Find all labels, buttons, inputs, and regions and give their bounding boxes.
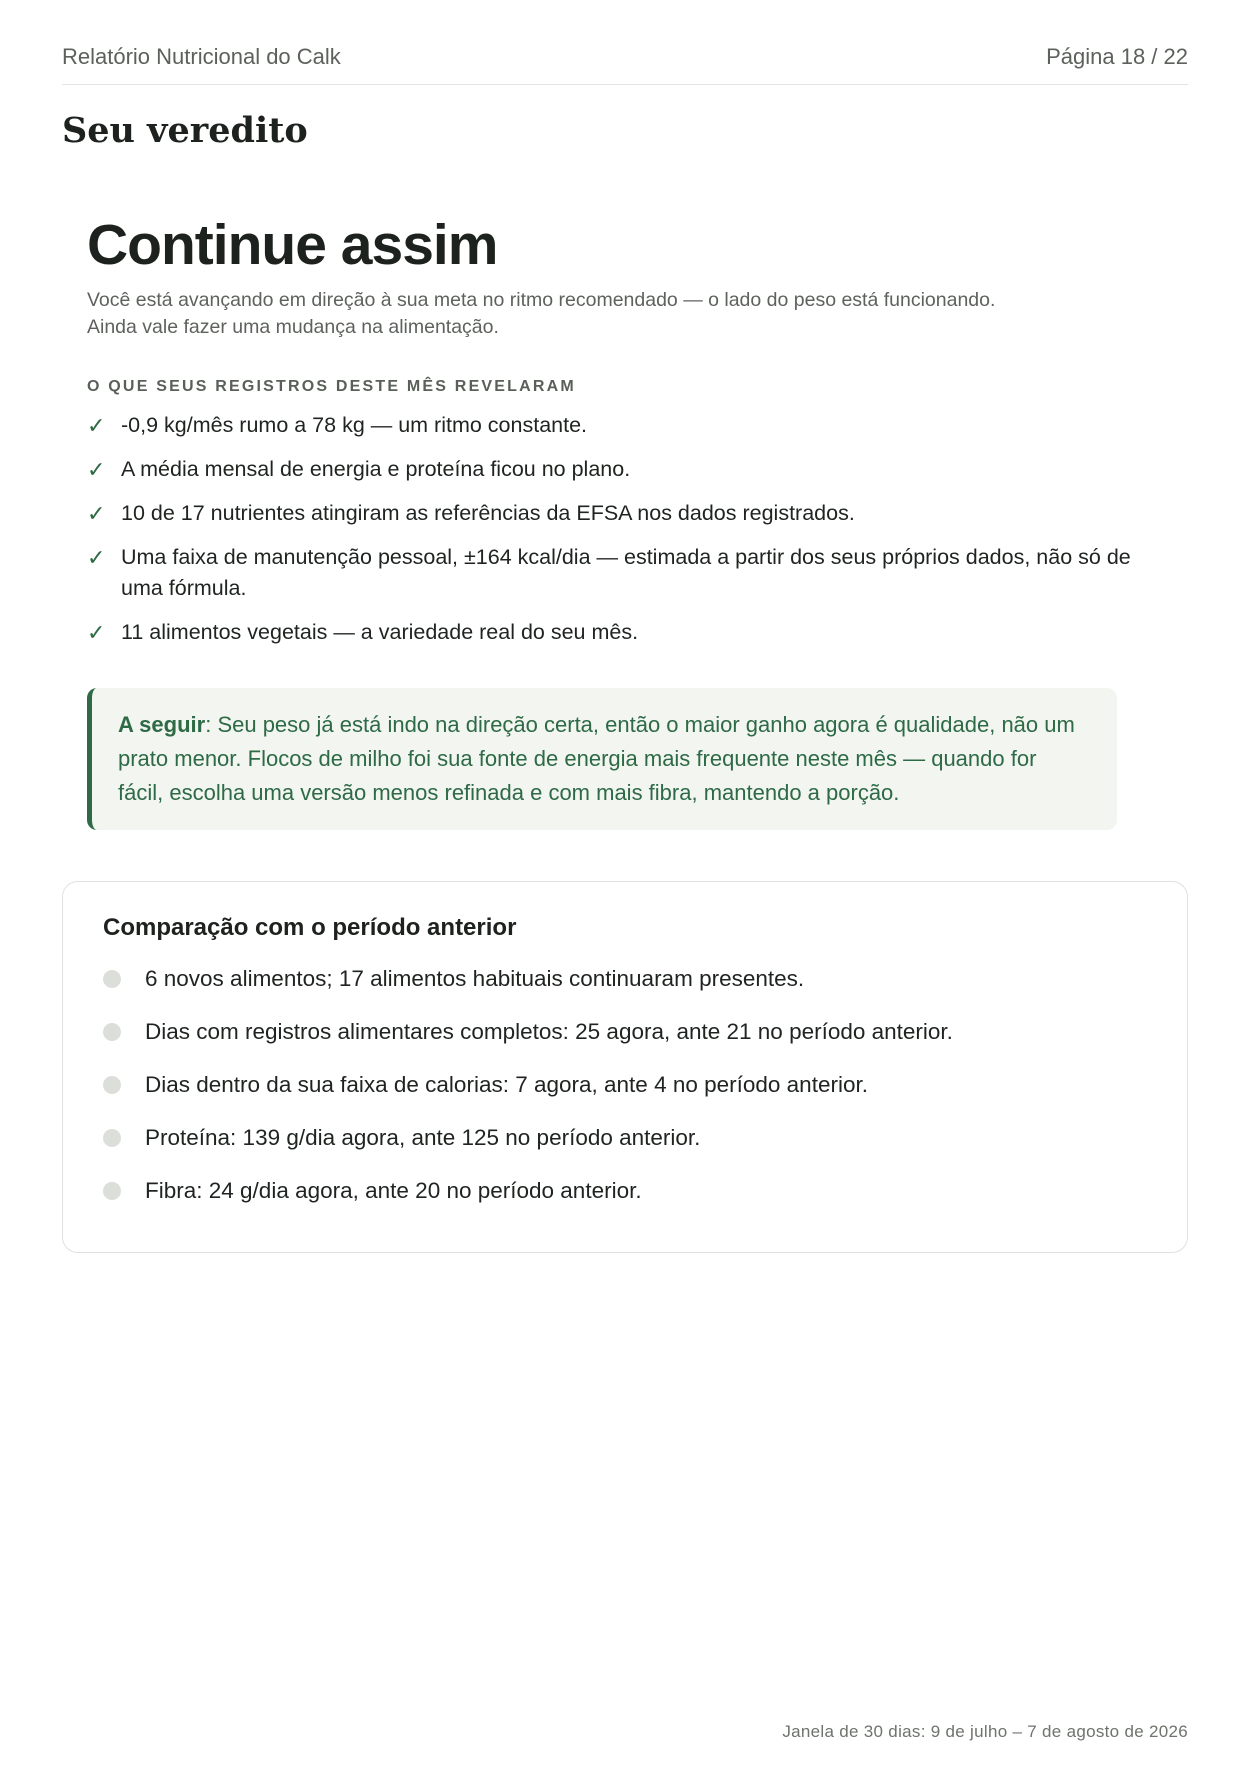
findings-list bbox=[87, 410, 1167, 661]
bullet-dot-icon bbox=[103, 1023, 121, 1041]
check-icon: ✓ bbox=[87, 413, 106, 438]
section-title: Seu veredito bbox=[62, 110, 308, 151]
comparison-text: Dias dentro da sua faixa de calorias: 7 agora, ante 4 no período anterior. bbox=[145, 1072, 868, 1097]
page-header bbox=[62, 44, 1188, 85]
finding-text: -0,9 kg/mês rumo a 78 kg — um ritmo constante. bbox=[121, 413, 588, 437]
comparison-item bbox=[103, 1068, 1147, 1101]
check-icon: ✓ bbox=[87, 501, 106, 526]
comparison-title: Comparação com o período anterior bbox=[103, 914, 517, 941]
next-step-callout bbox=[87, 688, 1117, 830]
finding-item bbox=[87, 498, 1167, 529]
finding-item bbox=[87, 617, 1167, 648]
comparison-text: Fibra: 24 g/dia agora, ante 20 no período anterior. bbox=[145, 1178, 642, 1203]
verdict-title: Continue assim bbox=[87, 213, 498, 277]
comparison-text: Dias com registros alimentares completos: 25 agora, ante 21 no período anterior. bbox=[145, 1019, 953, 1044]
finding-text: 11 alimentos vegetais — a variedade real do seu mês. bbox=[121, 620, 639, 644]
comparison-item bbox=[103, 1174, 1147, 1207]
check-icon: ✓ bbox=[87, 457, 106, 482]
finding-item bbox=[87, 542, 1167, 604]
bullet-dot-icon bbox=[103, 1076, 121, 1094]
verdict-subtitle-line: Você está avançando em direção à sua meta no ritmo recomendado — o lado do peso está funcionando. bbox=[87, 289, 996, 311]
verdict-subtitle-line: Ainda vale fazer uma mudança na alimentação. bbox=[87, 316, 499, 338]
callout-text: : Seu peso já está indo na direção certa, então o maior ganho agora é qualidade, não um prato menor. Flocos de milho foi sua fonte de energia mais frequente neste mês — quando for fácil, escolha uma versão menos refinada e com mais fibra, mantendo a porção. bbox=[118, 712, 1075, 805]
findings-heading: O QUE SEUS REGISTROS DESTE MÊS REVELARAM bbox=[87, 378, 576, 395]
comparison-text: 6 novos alimentos; 17 alimentos habituais continuaram presentes. bbox=[145, 966, 805, 991]
finding-item bbox=[87, 410, 1167, 441]
bullet-dot-icon bbox=[103, 970, 121, 988]
finding-text: A média mensal de energia e proteína ficou no plano. bbox=[121, 457, 631, 481]
bullet-dot-icon bbox=[103, 1129, 121, 1147]
finding-text: Uma faixa de manutenção pessoal, ±164 kcal/dia — estimada a partir dos seus próprios dados, não só de uma fórmula. bbox=[121, 545, 1131, 600]
comparison-item bbox=[103, 962, 1147, 995]
finding-text: 10 de 17 nutrientes atingiram as referências da EFSA nos dados registrados. bbox=[121, 501, 855, 525]
comparison-text: Proteína: 139 g/dia agora, ante 125 no período anterior. bbox=[145, 1125, 701, 1150]
finding-item bbox=[87, 454, 1167, 485]
date-window-footer: Janela de 30 dias: 9 de julho – 7 de agosto de 2026 bbox=[782, 1722, 1188, 1741]
check-icon: ✓ bbox=[87, 545, 106, 570]
check-icon: ✓ bbox=[87, 620, 106, 645]
comparison-item bbox=[103, 1015, 1147, 1048]
page-number: Página 18 / 22 bbox=[1046, 44, 1188, 69]
report-title: Relatório Nutricional do Calk bbox=[62, 44, 341, 69]
verdict-subtitle bbox=[87, 287, 1137, 341]
verdict-block bbox=[87, 215, 1137, 341]
callout-label: A seguir bbox=[118, 712, 206, 737]
comparison-card bbox=[62, 881, 1188, 1253]
comparison-list bbox=[103, 962, 1147, 1207]
bullet-dot-icon bbox=[103, 1182, 121, 1200]
comparison-item bbox=[103, 1121, 1147, 1154]
